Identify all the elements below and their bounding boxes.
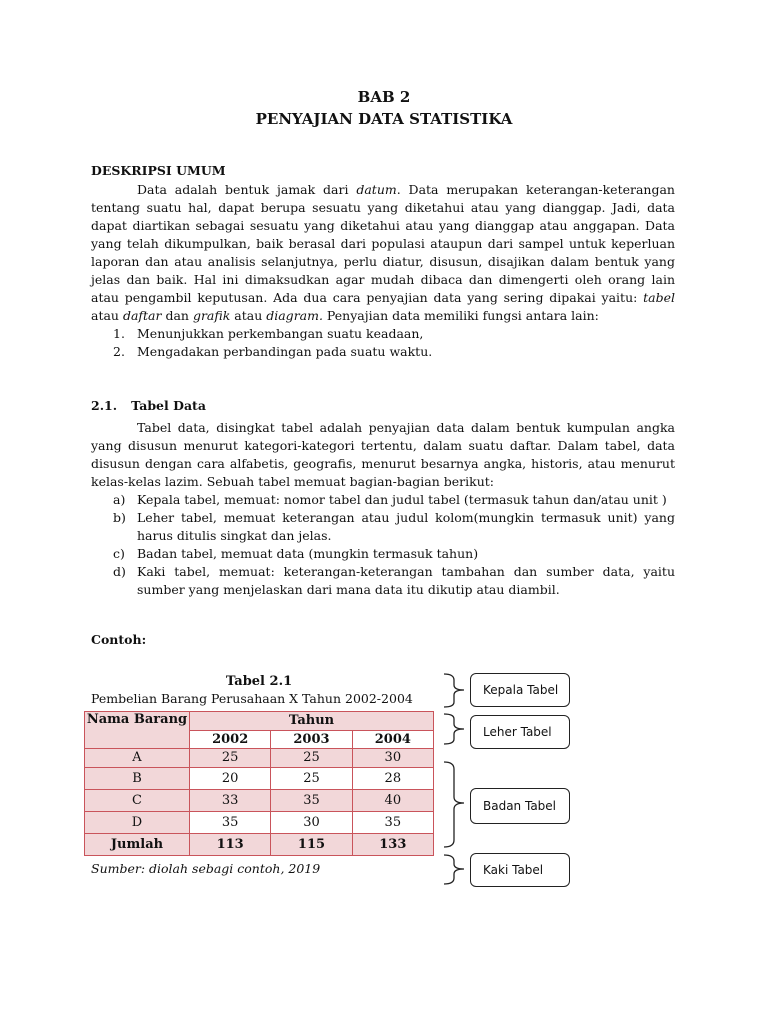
chapter-title: PENYAJIAN DATA STATISTIKA (255, 110, 513, 128)
brace-kepala-icon (444, 674, 464, 707)
table-cell: 30 (271, 811, 352, 833)
row-name: B (85, 767, 190, 789)
total-cell: 133 (352, 833, 433, 855)
table-row (85, 811, 434, 833)
col-header-name: Nama Barang (85, 712, 190, 749)
year-header: 2004 (352, 730, 433, 749)
table-total-row (85, 833, 434, 855)
total-cell: 113 (190, 833, 271, 855)
fungsi-list (91, 325, 675, 361)
year-header: 2002 (190, 730, 271, 749)
table-cell: 25 (271, 767, 352, 789)
table-cell: 35 (271, 789, 352, 811)
table-cell: 35 (352, 811, 433, 833)
label-leher-tabel: Leher Tabel (470, 715, 570, 749)
table-cell: 35 (190, 811, 271, 833)
col-header-tahun: Tahun (190, 712, 434, 731)
deskripsi-heading: DESKRIPSI UMUM (91, 163, 226, 178)
section-title: Tabel Data (131, 398, 206, 413)
table-row (85, 789, 434, 811)
bagian-tabel-list (91, 491, 675, 599)
table-cell: 40 (352, 789, 433, 811)
list-item: 2. Mengadakan perbandingan pada suatu waktu. (113, 344, 433, 359)
table-source: Sumber: diolah sebagi contoh, 2019 (91, 861, 321, 876)
total-label: Jumlah (85, 833, 190, 855)
table-title: Pembelian Barang Perusahaan X Tahun 2002-2004 (91, 691, 413, 706)
brace-connectors (440, 672, 470, 892)
tabel-data-paragraph: Tabel data, disingkat tabel adalah penyajian data dalam bentuk kumpulan angka yang disusun menurut kategori-kategori tertentu, dalam suatu daftar. Dalam tabel, data disusun dengan cara alfabetis, geografis, menurut besarnya angka, historis, atau menurut kelas-kelas lazim. Sebuah tabel memuat bagian-bagian berikut: (91, 420, 675, 489)
contoh-heading: Contoh: (91, 632, 147, 647)
list-item: d) Kaki tabel, memuat: keterangan-keterangan tambahan dan sumber data, yaitu sumber yang menjelaskan dari mana data itu dikutip atau diambil. (113, 564, 675, 597)
table-row (85, 767, 434, 789)
brace-badan-icon (444, 762, 464, 847)
total-cell: 115 (271, 833, 352, 855)
list-item: b) Leher tabel, memuat keterangan atau judul kolom(mungkin termasuk unit) yang harus ditulis singkat dan jelas. (113, 510, 675, 543)
brace-kaki-icon (444, 855, 464, 884)
label-kaki-tabel: Kaki Tabel (470, 853, 570, 887)
table-number: Tabel 2.1 (225, 674, 293, 689)
brace-leher-icon (444, 714, 464, 744)
table-header-row (85, 712, 434, 731)
section-heading (91, 398, 206, 413)
table-cell: 30 (352, 749, 433, 768)
table-cell: 20 (190, 767, 271, 789)
label-kepala-tabel: Kepala Tabel (470, 673, 570, 707)
section-number: 2.1. (91, 398, 118, 413)
row-name: C (85, 789, 190, 811)
year-header: 2003 (271, 730, 352, 749)
list-item: a) Kepala tabel, memuat: nomor tabel dan judul tabel (termasuk tahun dan/atau unit ) (113, 492, 667, 507)
table-cell: 33 (190, 789, 271, 811)
label-badan-tabel: Badan Tabel (470, 788, 570, 824)
list-item: 1. Menunjukkan perkembangan suatu keadaan, (113, 326, 424, 341)
chapter-number: BAB 2 (357, 88, 411, 106)
row-name: A (85, 749, 190, 768)
table-cell: 28 (352, 767, 433, 789)
list-item: c) Badan tabel, memuat data (mungkin termasuk tahun) (113, 546, 479, 561)
data-table (84, 711, 434, 856)
table-row (85, 749, 434, 768)
row-name: D (85, 811, 190, 833)
table-cell: 25 (190, 749, 271, 768)
table-cell: 25 (271, 749, 352, 768)
deskripsi-paragraph: Data adalah bentuk jamak dari datum. Data merupakan keterangan-keterangan tentang suatu hal, dapat berupa sesuatu yang diketahui atau yang dianggap. Jadi, data dapat diartikan sebagai sesuatu yang diketahui atau yang dianggap atau anggapan. Data yang telah dikumpulkan, baik berasal dari populasi ataupun dari sampel untuk keperluan laporan dan atau analisis selanjutnya, perlu diatur, disusun, disajikan dalam bentuk yang jelas dan baik. Hal ini dimaksudkan agar mudah dibaca dan dimengerti oleh orang lain atau pengambil keputusan. Ada dua cara penyajian data yang sering dipakai yaitu: tabel atau daftar dan grafik atau diagram. Penyajian data memiliki fungsi antara lain: (91, 182, 675, 323)
